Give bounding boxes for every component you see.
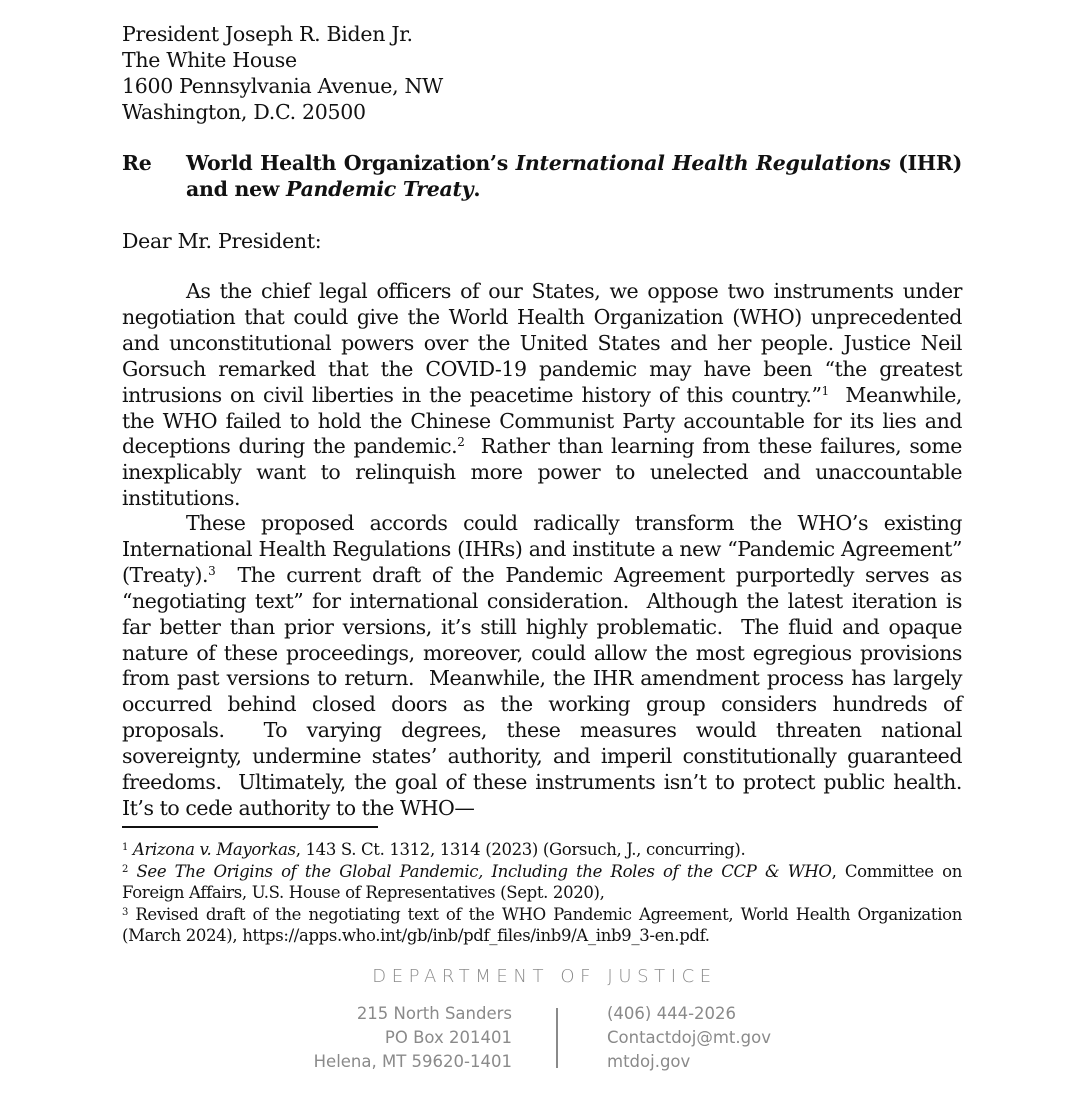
footer-address <box>314 1002 512 1074</box>
subject-text <box>186 150 962 202</box>
paragraph-text: As the chief legal officers of our States, we oppose two instruments under negotiation that could give the World Health Organization (WHO) unprecedented and unconstitutional powers over the United States and her people. Justice Neil Gorsuch remarked that the COVID-19 pandemic may have been “the greatest intrusions on civil liberties in the peacetime history of this country.” <box>122 279 962 407</box>
footnote-ref-3[interactable]: 3 <box>208 563 216 578</box>
subject-label: Re <box>122 151 152 175</box>
footer-phone[interactable]: (406) 444-2026 <box>607 1004 737 1023</box>
footnote-text[interactable]: Revised draft of the negotiating text of the WHO Pandemic Agreement, World Health Organization (March 2024), https://apps.who.int/gb/inb/pdf_files/inb9/A_inb9_3-en.pdf. <box>122 904 962 946</box>
footnote-text: , Committee on Foreign Affairs, U.S. House of Representatives (Sept. 2020), <box>122 861 962 903</box>
paragraph-text: The current draft of the Pandemic Agreement purportedly serves as “negotiating text” for international consideration. Although the latest iteration is far better than prior versions, it’s still highly problematic. The fluid and opaque nature of these proceedings, moreover, could allow the most egregious provisions from past versions to return. Meanwhile, the IHR amendment process has largely occurred behind closed doors as the working group considers hundreds of proposals. To varying degrees, these measures would threaten national sovereignty, undermine states’ authority, and imperil constitutionally guaranteed freedoms. Ultimately, the goal of these instruments isn’t to protect public health. It’s to cede authority to the WHO— <box>122 562 975 820</box>
footer-po-box: PO Box 201401 <box>384 1028 512 1047</box>
paragraph-text: These proposed accords could radically transform the WHO’s existing International Health Regulations (IHRs) and institute a new “Pandemic Agreement” (Treaty). <box>122 511 962 587</box>
footnote-number: 1 <box>122 842 129 853</box>
footnote-text: , 143 S. Ct. 1312, 1314 (2023) (Gorsuch, J., concurring). <box>295 840 746 859</box>
footer-divider <box>556 1008 558 1068</box>
footer-city: Helena, MT 59620-1401 <box>313 1052 512 1071</box>
body-paragraph-2 <box>122 511 975 822</box>
footer-contact <box>607 1002 771 1074</box>
footnote-number: 3 <box>122 906 129 918</box>
footnote-separator <box>122 826 378 828</box>
footer-email[interactable]: Contactdoj@mt.gov <box>607 1028 771 1047</box>
footer-street: 215 North Sanders <box>356 1004 512 1023</box>
subject-part: . <box>473 177 481 201</box>
footnote-citation-italic: See The Origins of the Global Pandemic, Including the Roles of the CCP & WHO <box>136 861 832 881</box>
paragraph-text: Rather than learning from these failures, some inexplicably want to relinquish more power to unelected and unaccountable institutions. <box>122 434 969 511</box>
footnotes <box>122 839 962 947</box>
recipient-organization: The White House <box>122 48 297 72</box>
subject-italic-treaty: Pandemic Treaty <box>286 177 474 201</box>
recipient-city: Washington, D.C. 20500 <box>122 100 366 124</box>
footnote-citation-italic: Arizona v. Mayorkas <box>132 840 296 859</box>
recipient-name: President Joseph R. Biden Jr. <box>122 22 413 46</box>
recipient-street: 1600 Pennsylvania Avenue, NW <box>122 74 443 98</box>
subject-part: World Health Organization’s <box>186 151 516 175</box>
footnote-2 <box>122 861 962 904</box>
subject-part: (IHR) and new <box>186 151 962 201</box>
subject-italic-ihr: International Health Regulations <box>515 151 891 175</box>
salutation: Dear Mr. President: <box>122 229 322 253</box>
footnote-ref-1[interactable]: 1 <box>821 383 829 398</box>
footnote-ref-2[interactable]: 2 <box>457 435 465 450</box>
footnote-1 <box>122 839 962 861</box>
paragraph-text: Meanwhile, the WHO failed to hold the Chinese Communist Party accountable for its lies and deceptions during the pandemic. <box>122 382 969 459</box>
department-name: DEPARTMENT OF JUSTICE <box>372 966 717 987</box>
footnote-number: 2 <box>122 863 129 875</box>
recipient-address-block <box>122 21 443 125</box>
footer-website[interactable]: mtdoj.gov <box>607 1052 691 1071</box>
footnote-3 <box>122 904 962 947</box>
body-paragraph-1 <box>122 279 969 512</box>
